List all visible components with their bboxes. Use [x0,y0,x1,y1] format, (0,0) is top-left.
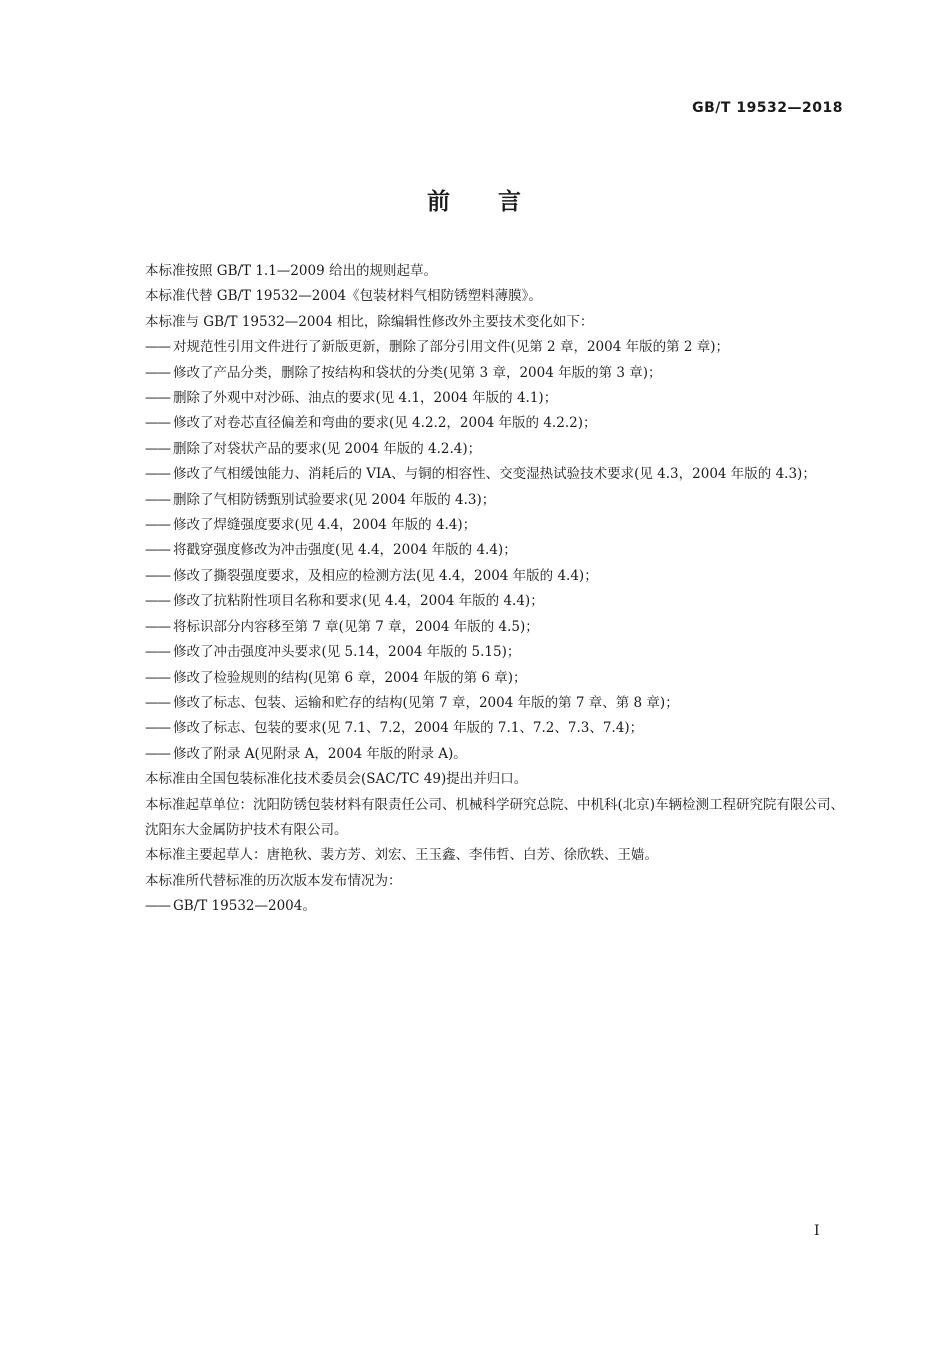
paragraph: 本标准与 GB/T 19532—2004 相比，除编辑性修改外主要技术变化如下： [145,313,594,330]
list-item: —— 删除了气相防锈甄别试验要求(见 2004 年版的 4.3)； [145,488,845,513]
dash-marker: —— [145,364,170,381]
list-item: —— 修改了附录 A(见附录 A，2004 年版的附录 A)。 [145,742,845,767]
paragraph: 本标准起草单位：沈阳防锈包装材料有限责任公司、机械科学研究总院、中机科(北京)车辆检测工程研究院有限公司、沈阳东大金属防护技术有限公司。 [145,796,845,838]
paragraph: 本标准所代替标准的历次版本发布情况为： [145,872,402,889]
dash-marker: —— [145,339,170,356]
dash-marker: —— [145,644,170,661]
dash-marker: —— [145,745,170,762]
dash-marker: —— [145,720,170,737]
list-item: —— 修改了气相缓蚀能力、消耗后的 VIA、与铜的相容性、交变湿热试验技术要求(见 4.3，2004 年版的 4.3)； [145,462,845,487]
list-item: —— 删除了外观中对沙砾、油点的要求(见 4.1，2004 年版的 4.1)； [145,386,845,411]
foreword-body [145,259,845,920]
dash-marker: —— [145,593,170,610]
paragraph: 本标准由全国包装标准化技术委员会(SAC/TC 49)提出并归口。 [145,771,528,788]
page-title [0,183,950,216]
list-item: —— 将标识部分内容移至第 7 章(见第 7 章，2004 年版的 4.5)； [145,615,845,640]
changes-list [145,335,845,767]
dash-marker: —— [145,567,170,584]
list-item: —— 修改了撕裂强度要求，及相应的检测方法(见 4.4，2004 年版的 4.4)； [145,564,845,589]
list-item: —— 修改了对卷芯直径偏差和弯曲的要求(见 4.2.2，2004 年版的 4.2.2)； [145,411,845,436]
list-item: —— 删除了对袋状产品的要求(见 2004 年版的 4.2.4)； [145,437,845,462]
list-item: —— 将戳穿强度修改为冲击强度(见 4.4，2004 年版的 4.4)； [145,538,845,563]
dash-marker: —— [145,542,170,559]
dash-marker: —— [145,517,170,534]
list-item: —— GB/T 19532—2004。 [145,894,845,919]
title-char-2: 言 [498,189,523,215]
dash-marker: —— [145,390,170,407]
paragraph: 本标准主要起草人：唐艳秋、裴方芳、刘宏、王玉鑫、李伟哲、白芳、徐欣轶、王嫱。 [145,847,658,864]
dash-marker: —— [145,669,170,686]
page-number: I [814,1223,820,1239]
list-item: —— 修改了标志、包装的要求(见 7.1、7.2，2004 年版的 7.1、7.2、7.3、7.4)； [145,716,845,741]
title-char-1: 前 [427,189,452,215]
dash-marker: —— [145,618,170,635]
list-item: —— 修改了焊缝强度要求(见 4.4，2004 年版的 4.4)； [145,513,845,538]
dash-marker: —— [145,491,170,508]
dash-marker: —— [145,898,170,915]
list-item: —— 修改了抗粘附性项目名称和要求(见 4.4，2004 年版的 4.4)； [145,589,845,614]
list-item: —— 修改了产品分类，删除了按结构和袋状的分类(见第 3 章，2004 年版的第 3 章)； [145,361,845,386]
paragraph: 本标准按照 GB/T 1.1—2009 给出的规则起草。 [145,263,437,279]
list-item: —— 修改了冲击强度冲头要求(见 5.14，2004 年版的 5.15)； [145,640,845,665]
list-item: —— 对规范性引用文件进行了新版更新，删除了部分引用文件(见第 2 章，2004 年版的第 2 章)； [145,335,845,360]
list-item: —— 修改了检验规则的结构(见第 6 章，2004 年版的第 6 章)； [145,666,845,691]
list-item: —— 修改了标志、包装、运输和贮存的结构(见第 7 章，2004 年版的第 7 章、第 8 章)； [145,691,845,716]
dash-marker: —— [145,440,170,457]
dash-marker: —— [145,415,170,432]
paragraph: 本标准代替 GB/T 19532—2004《包装材料气相防锈塑料薄膜》。 [145,288,542,305]
standard-code: GB/T 19532—2018 [692,100,843,116]
dash-marker: —— [145,694,170,711]
dash-marker: —— [145,466,170,483]
